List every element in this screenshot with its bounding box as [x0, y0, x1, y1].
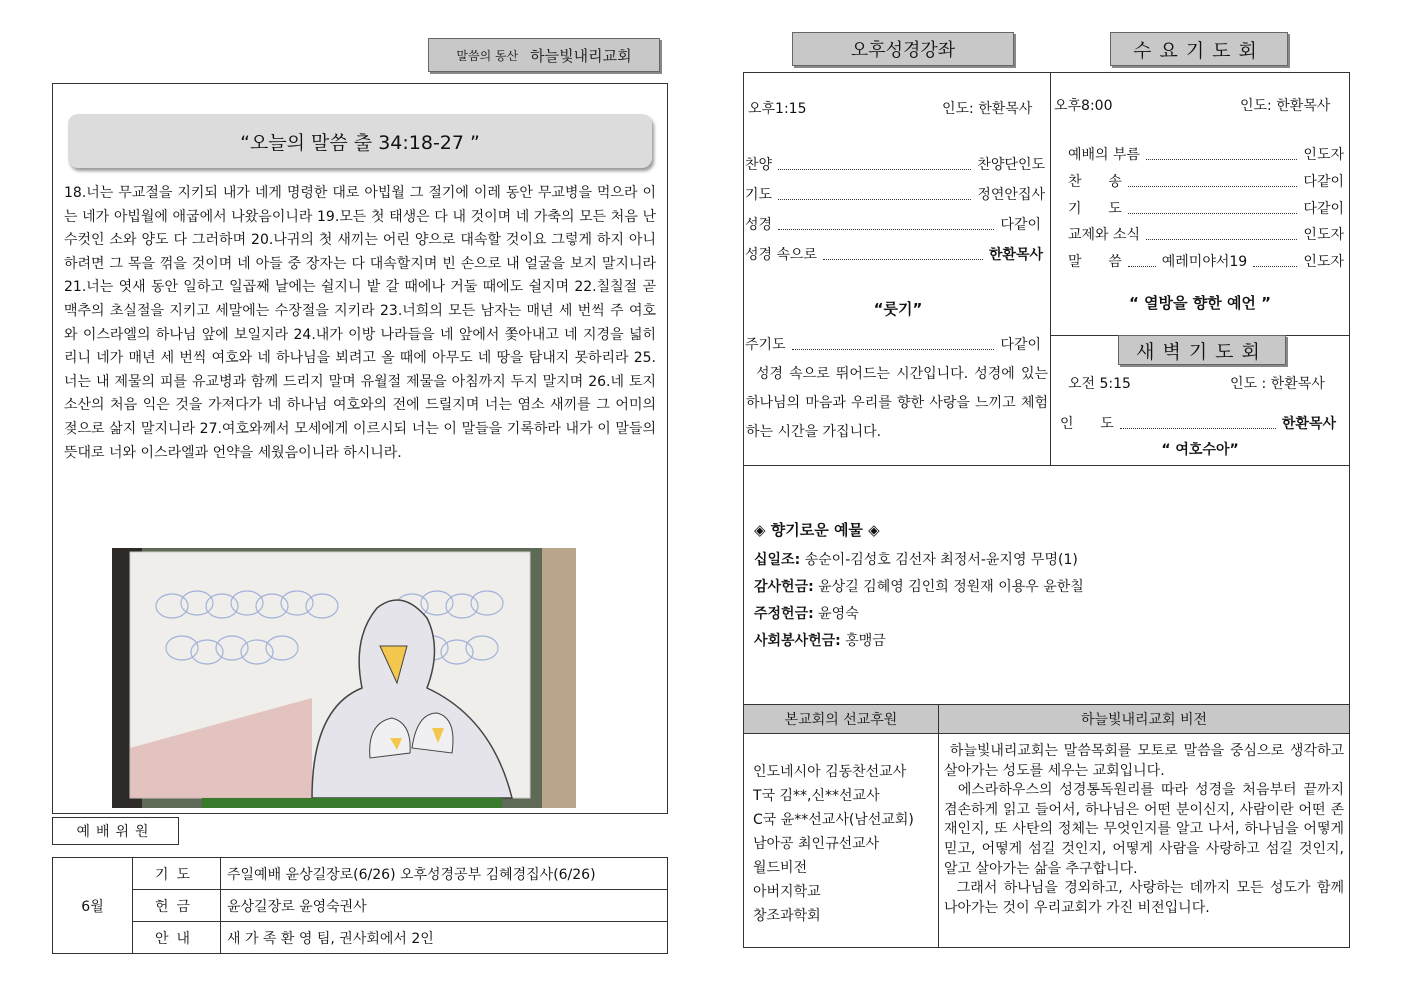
- services-divider: [1050, 72, 1051, 466]
- afternoon-leader: 인도: 한환목사: [942, 101, 1033, 117]
- offering-label: 주정헌금:: [754, 606, 814, 622]
- value-cell: 윤상길장로 윤영숙권사: [221, 890, 668, 922]
- order-value: 정연안집사: [977, 187, 1045, 203]
- wednesday-order-row: [1068, 251, 1344, 271]
- table-row: [53, 922, 668, 954]
- todays-word-title: “오늘의 말씀 출 34:18-27 ”: [68, 114, 652, 168]
- afternoon-order-row: [745, 244, 1043, 264]
- order-label: 성경: [745, 217, 773, 233]
- order-value: 다같이: [1000, 337, 1041, 353]
- value-cell: 새 가 족 환 영 팀, 권사회에서 2인: [221, 922, 668, 954]
- order-label: 기 도: [1068, 201, 1122, 217]
- wednesday-order-row: [1068, 198, 1344, 218]
- order-value: 인도자: [1303, 227, 1344, 243]
- value-cell: 주일예배 윤상길장로(6/26) 오후성경공부 김혜경집사(6/26): [221, 858, 668, 890]
- afternoon-order-row: [745, 334, 1041, 354]
- afternoon-order-row: [745, 214, 1041, 234]
- wednesday-order-row: [1068, 224, 1344, 244]
- dawn-order-row: [1060, 413, 1336, 433]
- church-tag-subtitle: 말씀의 동산: [456, 48, 519, 63]
- offering-names: 윤상길 김혜영 김인희 정원재 이용우 윤한칠: [813, 579, 1084, 595]
- order-value: 다같이: [1303, 201, 1344, 217]
- order-middle: 예레미야서19: [1161, 254, 1248, 270]
- order-label: 예배의 부름: [1068, 147, 1141, 163]
- wednesday-leader: 인도: 한환목사: [1240, 98, 1331, 114]
- afternoon-topic: “룻기”: [873, 300, 923, 318]
- order-value: 다같이: [1000, 217, 1041, 233]
- list-item: 월드비전: [753, 860, 808, 876]
- afternoon-order-row: [745, 154, 1045, 174]
- order-value: 한환목사: [1281, 416, 1336, 432]
- order-label: 인 도: [1060, 416, 1114, 432]
- afternoon-description: 성경 속으로 뛰어드는 시간입니다. 성경에 있는 하나님의 마음과 우리를 향한 사랑을 느끼고 체험하는 시간을 가집니다.: [746, 366, 1048, 440]
- scripture-text: 18.너는 무교절을 지키되 내가 네게 명령한 대로 아빕월 그 절기에 이레 동안 무교병을 먹으라 이는 네가 아빕월에 애굽에서 나왔음이니라 19.모든 첫 태생은 다 내 것이며 네 가축의 모든 처음 난 수컷인 소와 양도 다 그러하며 20.나귀의 첫 새끼는 어린 양으로 대속할 것이요 그렇게 하지 아니하려면 그 목을 꺾을 것이며 네 아들 중 장자는 다 대속할지며 빈 손으로 내 얼굴을 보지 말지니라 21.너는 엿새 동안 일하고 일곱째 날에는 쉴지니 밭 갈 때에나 거둘 때에도 쉴지며 22.칠칠절 곧 맥추의 초실절을 지키고 세말에는 수장절을 지키라 23.너희의 모든 남자는 매년 세 번씩 주 여호와 이스라엘의 하나님 앞에 보일지라 24.내가 이방 나라들을 네 앞에서 쫓아내고 네 지경을 넓히리니 네가 매년 세 번씩 여호와 네 하나님을 뵈려고 올 때에 아무도 네 땅을 탐내지 못하리라 25.너는 내 제물의 피를 유교병과 함께 드리지 말며 유월절 제물을 아침까지 두지 말지며 26.네 토지 소산의 처음 익은 것을 가져다가 네 하나님 여호와의 전에 드릴지며 너는 염소 새끼를 그 어미의 젖으로 삶지 말지니라 27.여호와께서 모세에게 이르시되 너는 이 말들을 기록하라 내가 이 말들의 뜻대로 너와 이스라엘과 언약을 세웠음이니라 하시니라.: [64, 185, 661, 461]
- afternoon-order-row: [745, 184, 1045, 204]
- offering-label: 감사헌금:: [754, 579, 814, 595]
- order-value: 인도자: [1303, 254, 1344, 270]
- offering-line: [754, 549, 1078, 569]
- order-value: 찬양단인도: [977, 157, 1045, 173]
- order-label: 말 씀: [1068, 254, 1122, 270]
- wednesday-order-row: [1068, 171, 1344, 191]
- dawn-prayer-tab: 새벽기도회: [1118, 335, 1286, 365]
- offering-names: 홍맹금: [840, 633, 886, 649]
- duty-table: [52, 857, 668, 954]
- bird-drawing-image: [112, 548, 576, 808]
- order-label: 찬양: [745, 157, 773, 173]
- order-label: 찬 송: [1068, 174, 1122, 190]
- offering-line: [754, 576, 1084, 596]
- missions-list: [753, 760, 914, 928]
- order-value: 한환목사: [988, 247, 1043, 263]
- list-item: C국 윤**선교사(남선교회): [753, 812, 914, 828]
- vision-text: 하늘빛내리교회는 말씀목회를 모토로 말씀을 중심으로 생각하고 살아가는 성도를 세우는 교회입니다. 에스라하우스의 성경통독원리를 따라 성경을 처음부터 끝까지 겸손하게 읽고 들어서, 하나님은 어떤 분이신지, 사람이란 어떤 존재인지, 또 사탄의 정체는 무엇인지를 알고 나서, 하나님을 어떻게 믿고, 어떻게 섬길 것인지, 어떻게 사람을 사랑하고 섬길 것인지, 알고 살아가는 삶을 추구합니다. 그래서 하나님을 경외하고, 사랑하는 데까지 모든 성도가 함께 나아가는 것이 우리교회가 가진 비전입니다.: [944, 743, 1345, 916]
- worship-committee-label: 예배위원: [52, 817, 179, 845]
- wednesday-time: 오후8:00: [1054, 98, 1113, 114]
- list-item: 창조과학회: [753, 908, 821, 924]
- month-cell: 6월: [53, 858, 133, 954]
- offering-label: 사회봉사헌금:: [754, 633, 841, 649]
- afternoon-bible-class-tab: 오후성경강좌: [792, 32, 1014, 66]
- wednesday-prayer-tab: 수요기도회: [1110, 32, 1288, 66]
- dawn-time: 오전 5:15: [1068, 376, 1131, 392]
- afternoon-time: 오후1:15: [748, 101, 807, 117]
- wednesday-topic: “ 열방을 향한 예언 ”: [1128, 294, 1272, 312]
- list-item: 아버지학교: [753, 884, 821, 900]
- dawn-leader: 인도 : 한환목사: [1230, 376, 1325, 392]
- offering-title: ◈ 향기로운 예물 ◈: [754, 521, 880, 539]
- offering-line: [754, 603, 859, 623]
- role-cell: 안내: [133, 922, 221, 954]
- vision-header: 하늘빛내리교회 비전: [938, 704, 1350, 734]
- order-value: 인도자: [1303, 147, 1344, 163]
- offering-line: [754, 630, 886, 650]
- list-item: 남아공 최인규선교사: [753, 836, 880, 852]
- dawn-topic: “ 여호수아”: [1161, 442, 1239, 458]
- church-name-tag: [428, 38, 660, 72]
- offering-label: 십일조:: [754, 552, 801, 568]
- church-tag-name: 하늘빛내리교회: [530, 46, 632, 65]
- missions-header: 본교회의 선교후원: [743, 704, 939, 734]
- offering-names: 윤영숙: [813, 606, 859, 622]
- order-label: 주기도: [745, 337, 786, 353]
- list-item: 인도네시아 김동찬선교사: [753, 764, 907, 780]
- role-cell: 헌금: [133, 890, 221, 922]
- offering-names: 송순이-김성호 김선자 최정서-윤지영 무명(1): [800, 552, 1078, 568]
- order-label: 교제와 소식: [1068, 227, 1141, 243]
- table-row: [53, 858, 668, 890]
- missions-vision-divider: [938, 733, 939, 948]
- order-value: 다같이: [1303, 174, 1344, 190]
- wednesday-order-row: [1068, 144, 1344, 164]
- table-row: [53, 890, 668, 922]
- role-cell: 기도: [133, 858, 221, 890]
- order-label: 기도: [745, 187, 773, 203]
- list-item: T국 김**,신**선교사: [753, 788, 880, 804]
- order-label: 성경 속으로: [745, 247, 818, 263]
